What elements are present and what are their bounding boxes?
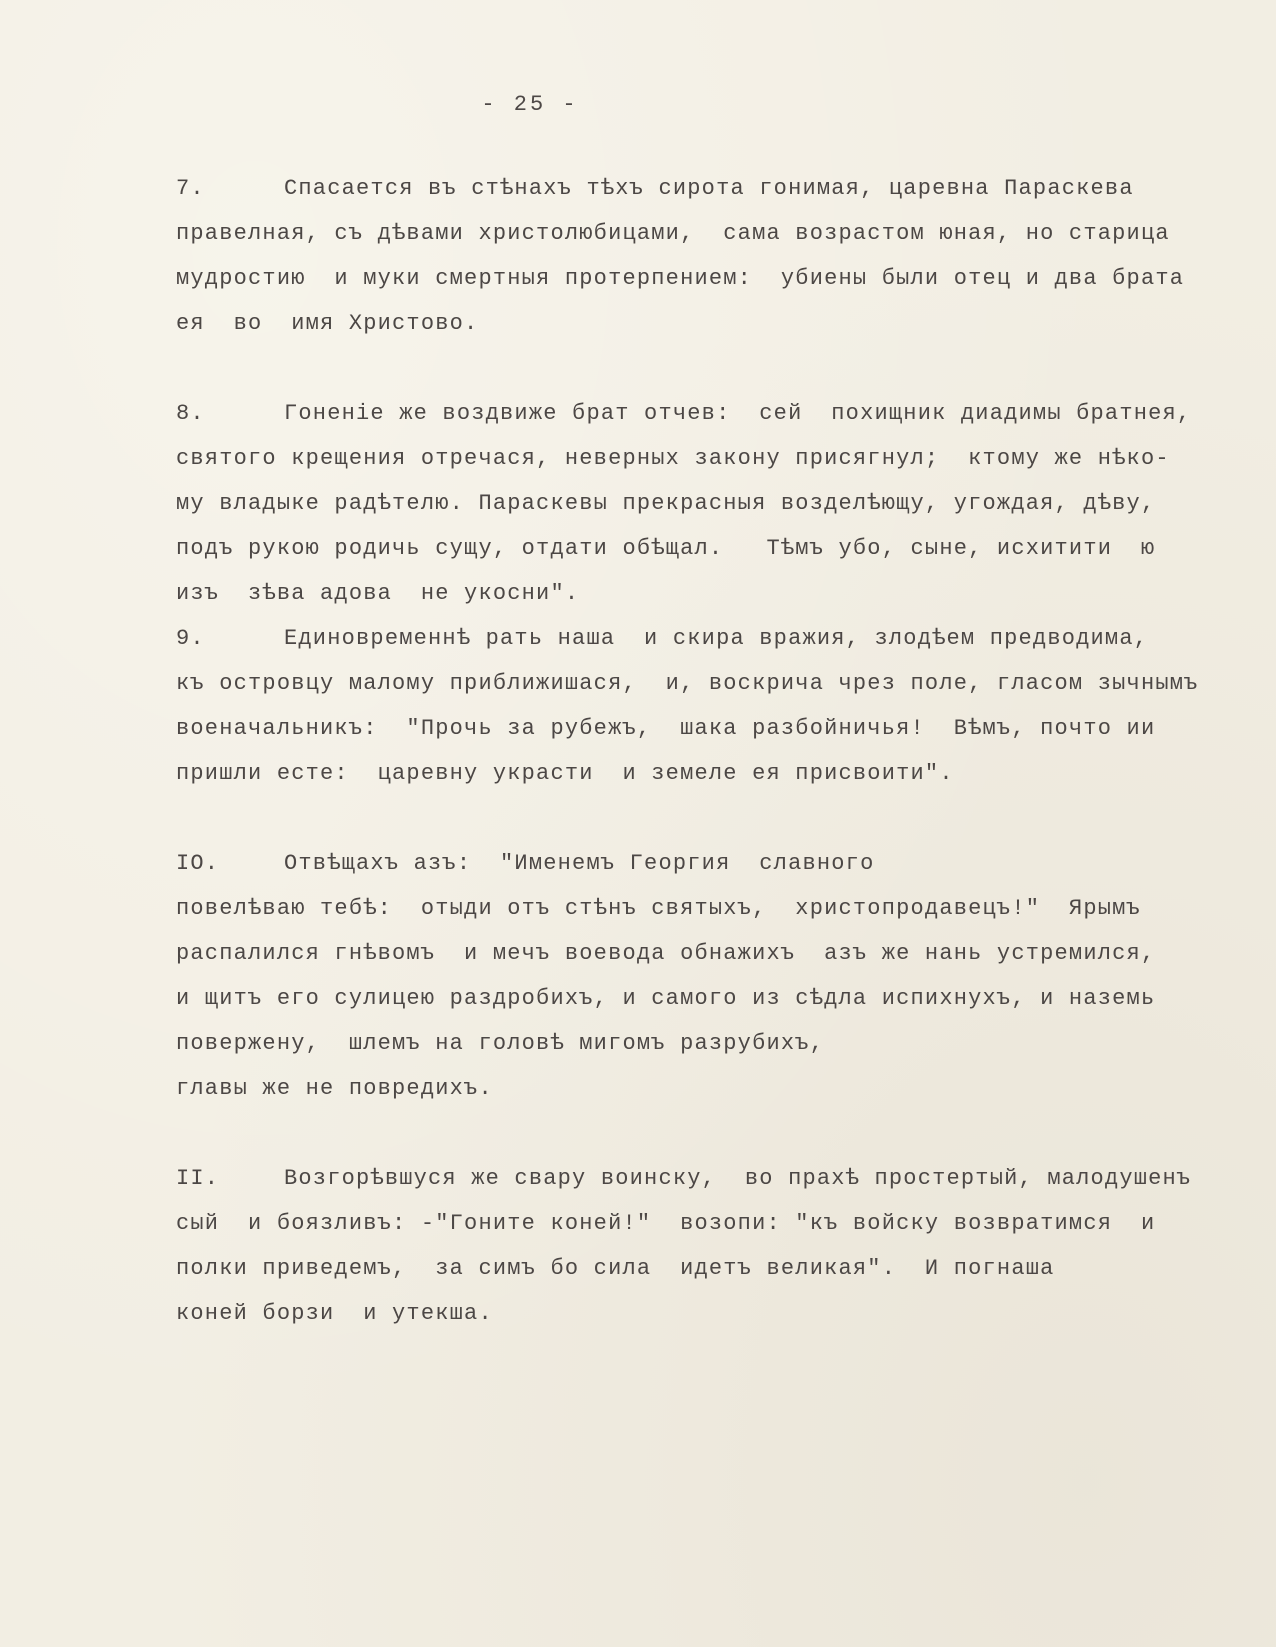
paragraph-7-line-3: мудростию и муки смертныя протерпением: убиены были отец и два брата [176,266,1185,291]
paragraph-7-line-2: правелная, съ дѣвами христолюбицами, сама возрастом юная, но старица [176,221,1170,246]
paragraph-8-line-1 [176,391,1256,436]
paragraph-10-line-6: главы же не повредихъ. [176,1076,493,1101]
paragraph-gap [176,796,1256,841]
line-text: Спасается въ стѣнахъ тѣхъ сирота гонимая, царевна Параскева [284,176,1134,201]
paragraph-11-line-3: полки приведемъ, за симъ бо сила идетъ великая". И погнаша [176,1256,1055,1281]
line-text: Единовременнѣ рать наша и скира вражия, злодѣем предводима, [284,626,1149,651]
paragraph-11-line-1 [176,1156,1256,1201]
paragraph-10-line-4: и щитъ его сулицею раздробихъ, и самого из сѣдла испихнухъ, и наземь [176,986,1156,1011]
paragraph-10-line-2: повелѣваю тебѣ: отыди отъ стѣнъ святыхъ, христопродавецъ!" Ярымъ [176,896,1141,921]
paragraph-number: II. [176,1166,220,1191]
line-text: Отвѣщахъ азъ: "Именемъ Георгия славного [284,851,875,876]
paragraph-8-line-4: подъ рукою родичь сущу, отдати обѣщал. Тѣмъ убо, сыне, исхитити ю [176,536,1156,561]
paragraph-7-line-4: ея во имя Христово. [176,311,479,336]
paragraph-number: 7. [176,176,205,201]
paragraph-8-line-5: изъ зѣва адова не укосни". [176,581,580,606]
paragraph-8-line-3: му владыке радѣтелю. Параскевы прекрасныя возделѣющу, угождая, дѣву, [176,491,1156,516]
paragraph-number: 8. [176,401,205,426]
paragraph-10-line-5: повержену, шлемъ на головѣ мигомъ разрубихъ, [176,1031,825,1056]
paragraph-11-line-4: коней борзи и утекша. [176,1301,493,1326]
paragraph-number: IO. [176,851,220,876]
line-text: Возгорѣвшуся же свару воинску, во прахѣ простертый, малодушенъ [284,1166,1192,1191]
document-body [176,166,1256,1336]
paragraph-7-line-1 [176,166,1256,211]
paragraph-10-line-1 [176,841,1256,886]
paragraph-gap [176,346,1256,391]
paragraph-9-line-2: къ островцу малому приближишася, и, воскрича чрез поле, гласом зычнымъ [176,671,1199,696]
page-number: - 25 - [481,92,579,117]
paragraph-11-line-2: сый и боязливъ: -"Гоните коней!" возопи: "къ войску возвратимся и [176,1211,1156,1236]
paragraph-number: 9. [176,626,205,651]
paragraph-gap [176,1111,1256,1156]
paragraph-8-line-2: святого крещения отречася, неверных закону присягнул; ктому же нѣко- [176,446,1170,471]
paragraph-10-line-3: распалился гнѣвомъ и мечъ воевода обнажихъ азъ же нань устремился, [176,941,1156,966]
paragraph-9-line-1 [176,616,1256,661]
paragraph-9-line-3: военачальникъ: "Прочь за рубежъ, шака разбойничья! Вѣмъ, почто ии [176,716,1156,741]
paragraph-9-line-4: пришли есте: царевну украсти и земеле ея присвоити". [176,761,954,786]
line-text: Гоненіе же воздвиже брат отчев: сей похищник диадимы братнея, [284,401,1192,426]
